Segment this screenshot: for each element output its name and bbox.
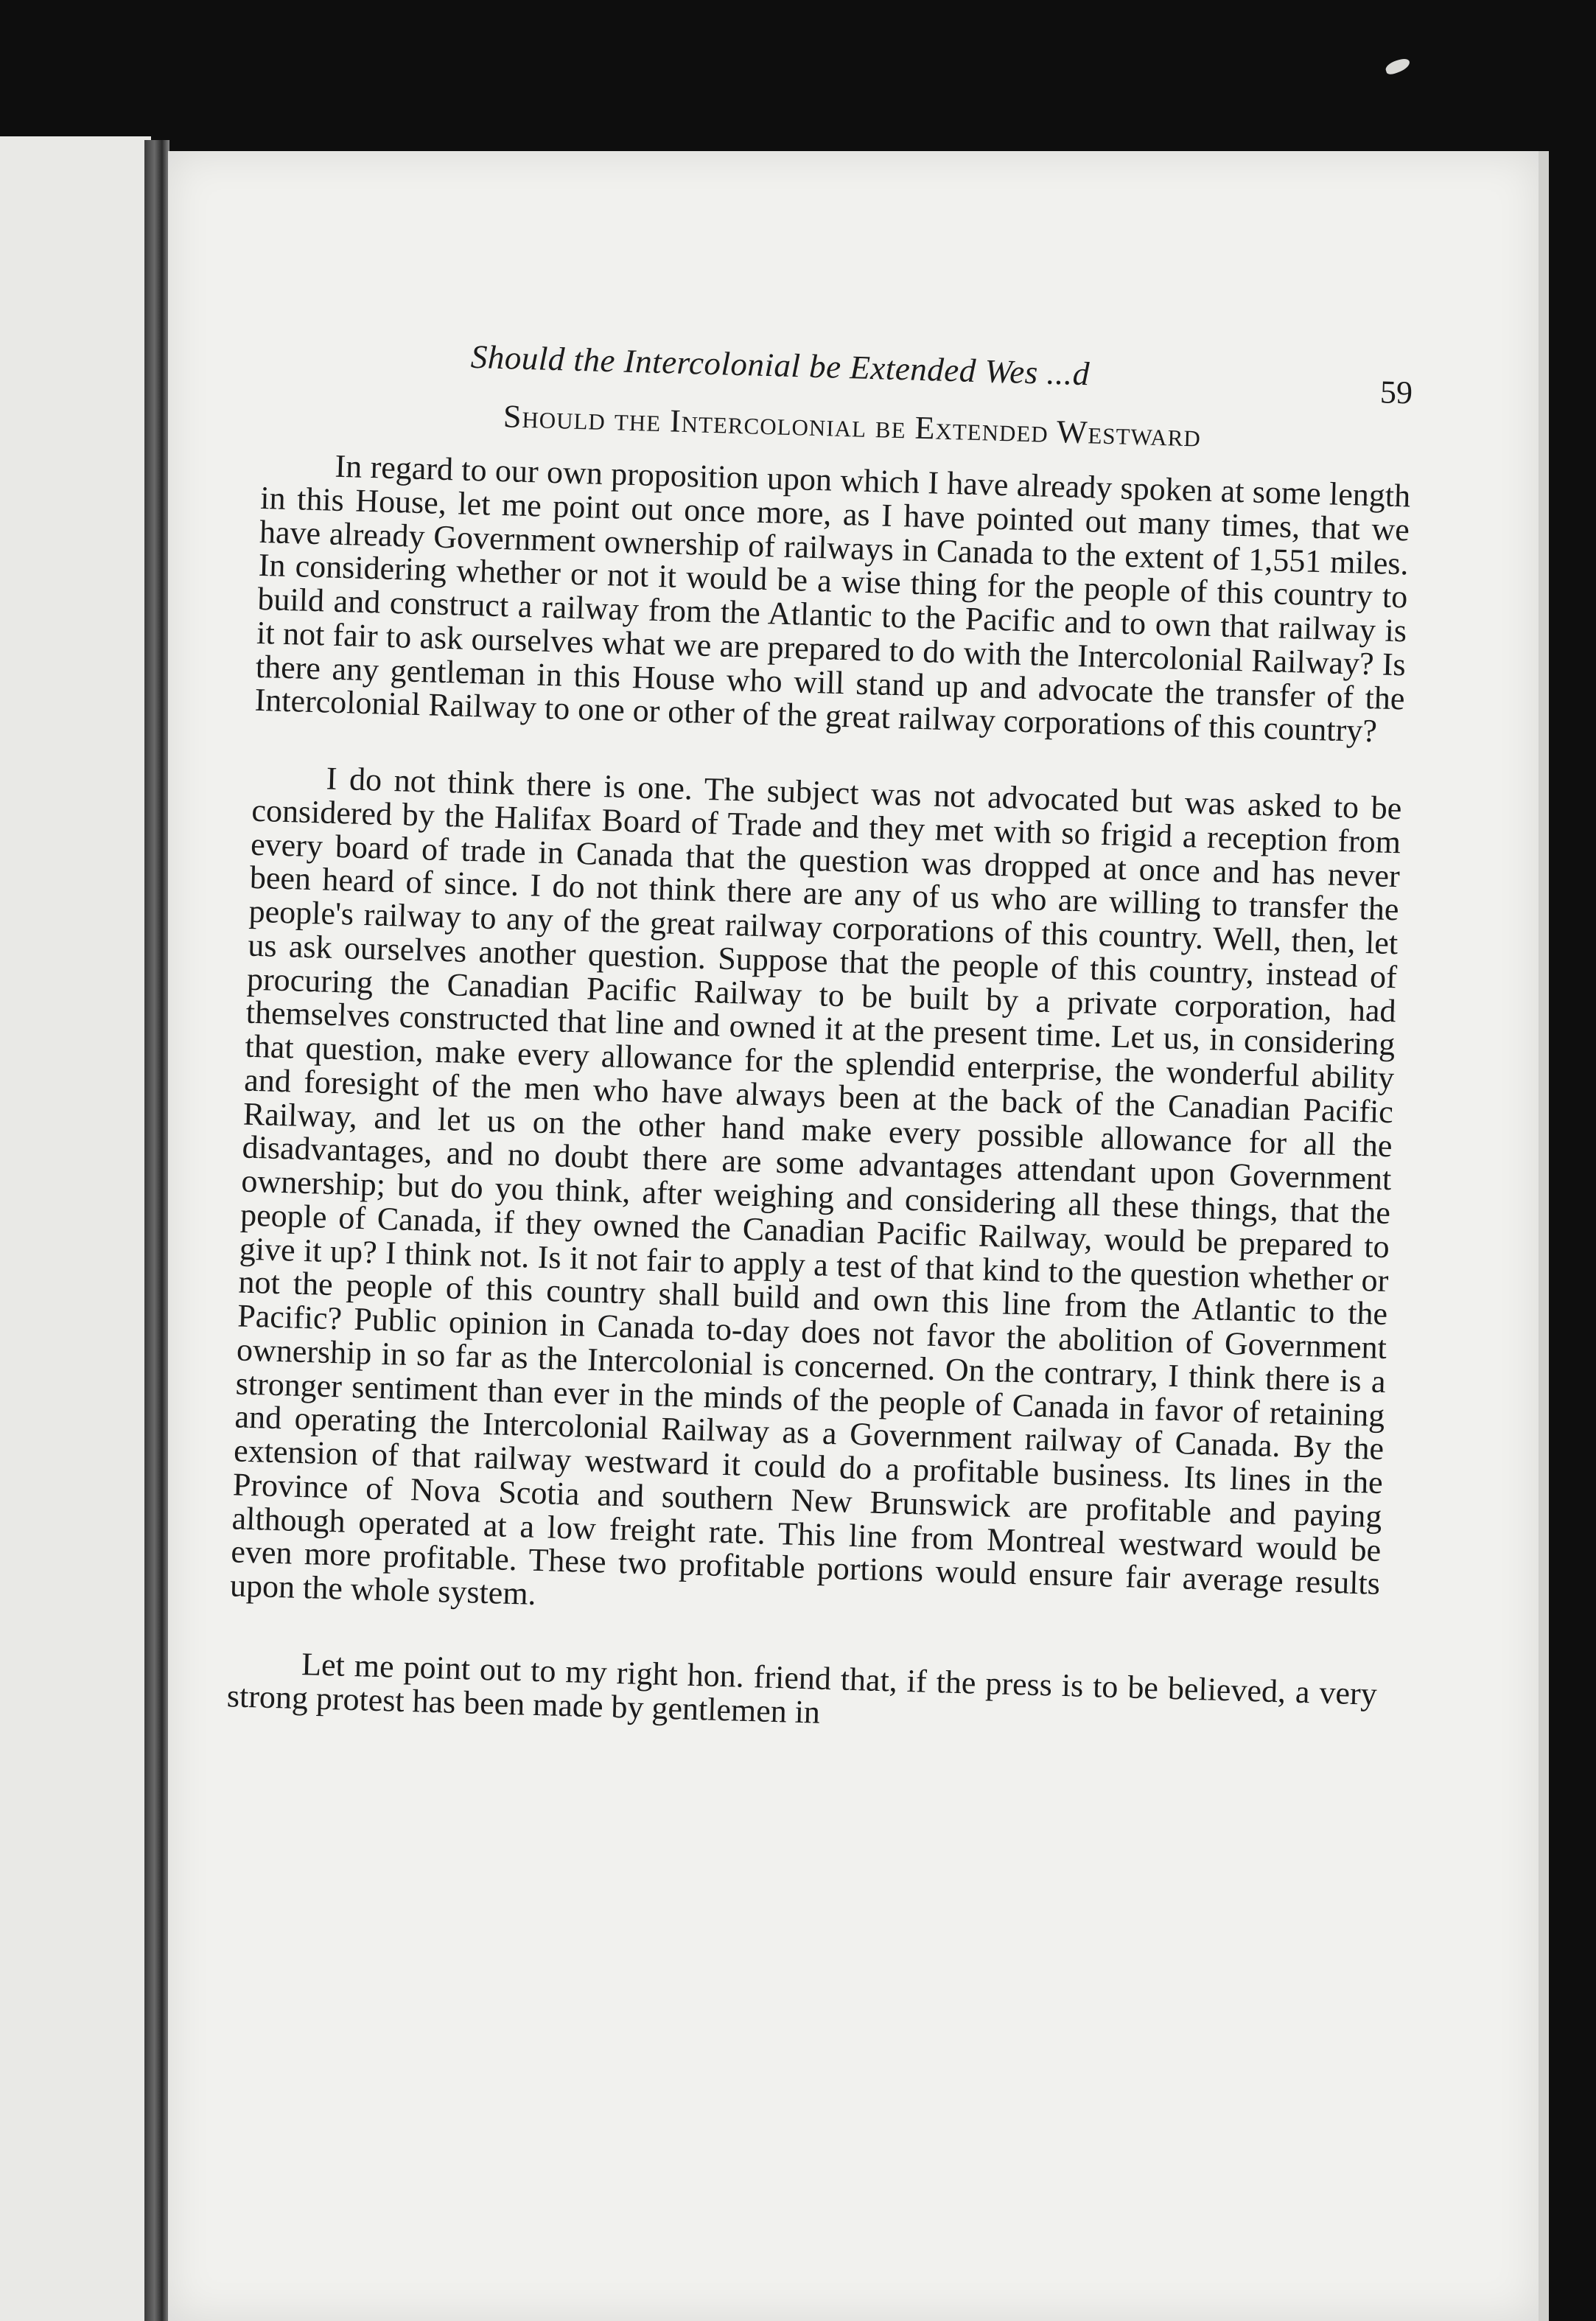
page-content <box>225 324 1415 1787</box>
previous-page-edge <box>0 136 151 2321</box>
page-edge-shadow <box>1539 151 1549 2321</box>
running-title: Should the Intercolonial be Extended Wes ...d <box>470 338 1091 393</box>
scan-speck <box>1384 57 1411 76</box>
paragraph-3: Let me point out to my right hon. friend that, if the press is to be believed, a very strong protest has been made by gentlemen in <box>226 1645 1378 1731</box>
section-heading: Should the Intercolonial be Extended Westward <box>503 398 1202 454</box>
book-gutter <box>144 140 169 2321</box>
paragraph-1: In regard to our own proposition upon which I have already spoken at some length in this House, let me point out once more, as I have pointed out many times, that we have already Government ownership of railways in Canada to the extent of 1,551 miles. In considering whether or not it would be a wise thing for the people of this country to build and construct a railway from the Atlantic to the Pacific and to own that railway is it not fair to ask ourselves what we are prepared to do with the Intercolonial Railway? Is there any gentleman in this House who will stand up and advocate the transfer of the Intercolonial Railway to one or other of the great railway corporations of this country? <box>254 447 1411 750</box>
page-number: 59 <box>1379 374 1413 411</box>
paragraph-2: I do not think there is one. The subject was not advocated but was asked to be considered by the Halifax Board of Trade and they met with so frigid a reception from every board of trade in Canada that the question was dropped at once and has never been heard of since. I do not think there are any of us who are willing to transfer the people's railway to any of the great railway corporations of this country. Well, then, let us ask ourselves another question. Suppose that the people of this country, instead of procuring the Canadian Pacific Railway to be built by a private corporation, had themselves constructed that line and owned it at the present time. Let us, in considering that question, make every allowance for the splendid enterprise, the wonderful ability and foresight of the men who have always been at the back of the Canadian Pacific Railway, and let us on the other hand make every possible allowance for all the disadvantages, and no doubt there are some advantages attendant upon Government ownership; but do you think, after weighing and considering all these things, that the people of Canada, if they owned the Canadian Pacific Railway, would be prepared to give it up? I think not. Is it not fair to apply a test of that kind to the question whether or not the people of this country shall build and own this line from the Atlantic to the Pacific? Public opinion in Canada to-day does not favor the abolition of Government ownership in so far as the Intercolonial is concerned. On the contrary, I think there is a stronger sentiment than ever in the minds of the people of Canada in favor of retaining and operating the Intercolonial Railway as a Government railway of Canada. By the extension of that railway westward it could do a profitable business. Its lines in the Province of Nova Scotia and southern New Brunswick are profitable and paying although operated at a low freight rate. This line from Montreal westward would be even more profitable. These two profitable portions would ensure fair average results upon the whole system. <box>229 760 1402 1612</box>
